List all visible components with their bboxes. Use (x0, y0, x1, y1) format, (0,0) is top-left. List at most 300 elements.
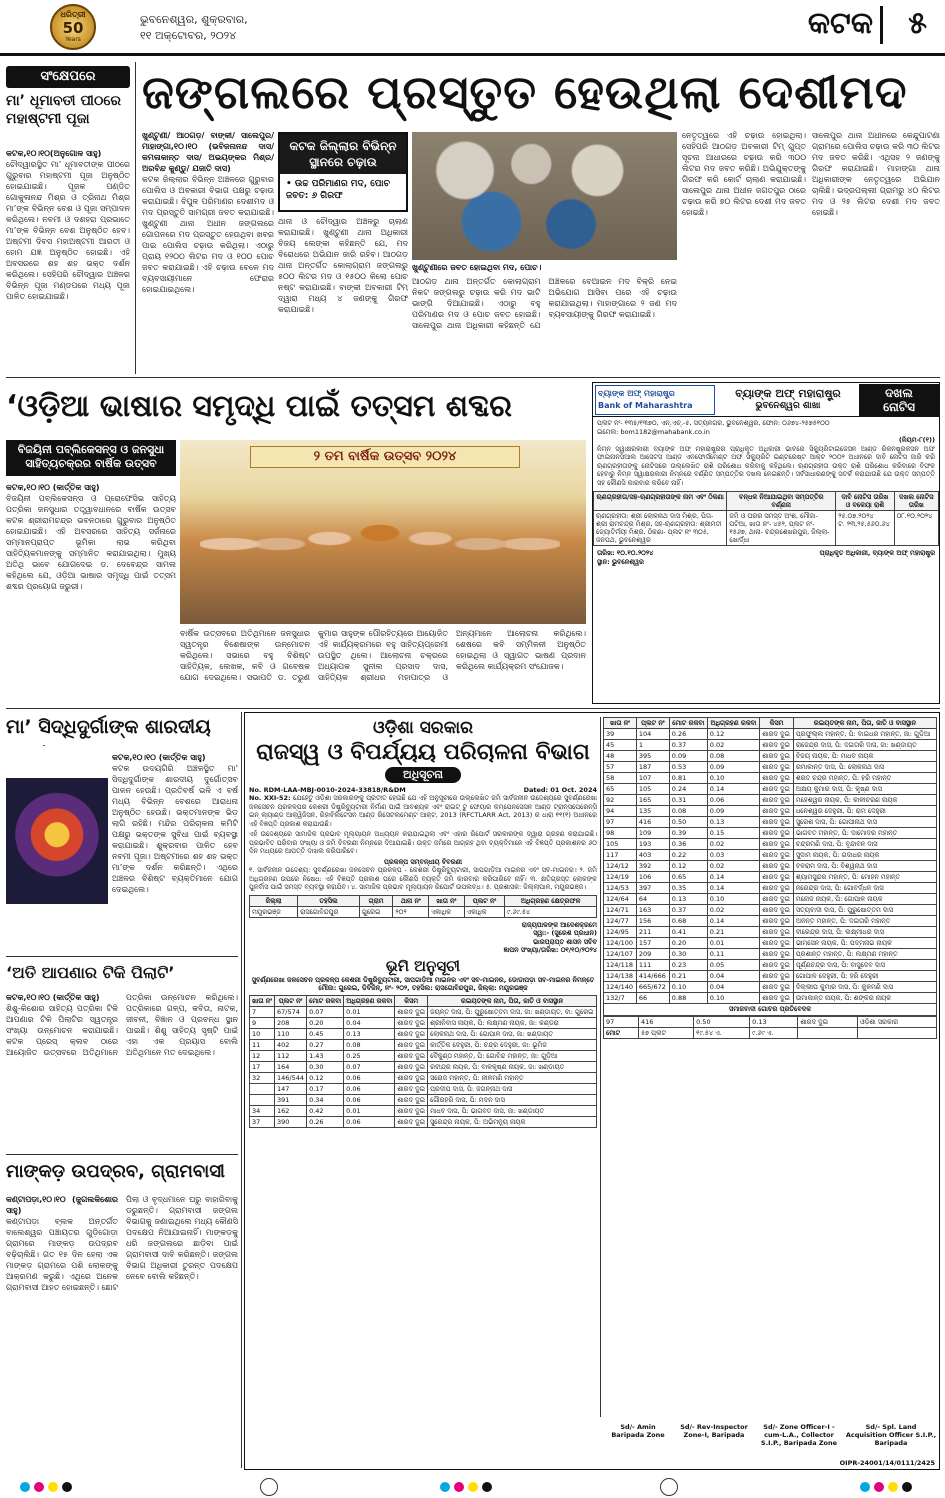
schedule-cell: 0.30 (669, 949, 707, 960)
schedule-cell: ଉମାକାନ୍ତ ନାୟକ, ପି: ଶଙ୍କର ନାୟକ (793, 993, 936, 1004)
notice-column-rule (600, 717, 601, 1417)
schedule-cell: 111 (636, 960, 669, 971)
schedule-cell: ଗୋପାଳ ଦେହୁରୀ, ପି: ହରି ଦେହୁରୀ (793, 971, 936, 982)
schedule-cell: ପ୍ରଦୀପ ଦାସ, ପି: ଜଗନ୍ନାଥ ଦାସ (428, 1083, 597, 1094)
schedule-cell: 0.14 (707, 872, 759, 883)
schedule-cell: ଶ୍ୟାମସୁନ୍ଦର ମହାନ୍ତ, ପି: ମୋହନ ମହାନ୍ତ (793, 872, 936, 883)
bank-notice-footer (593, 546, 939, 569)
mini-th: ଗ୍ରାମ (359, 895, 393, 906)
monkey-headline: ମାଙ୍କଡ଼ ଉପଦ୍ରବ, ଗ୍ରାମବାସୀ (6, 1161, 225, 1182)
schedule-cell: ମହେଶ୍ୱର ନାୟକ, ପି: କାଳୀଚରଣ ନାୟକ (793, 795, 936, 806)
bank-name (717, 387, 859, 413)
schedule-cell: 37 (250, 1116, 275, 1127)
schedule-cell: 57 (604, 762, 637, 773)
schedule-cell: ଶାରଦ ଦୁଇ (760, 751, 794, 762)
schedule-cell: 0.53 (669, 762, 707, 773)
schedule-cell: 391 (274, 1094, 306, 1105)
odia-story-headline: ‘ଓଡ଼ିଆ ଭାଷାର ସମୃଦ୍ଧି ପାଇଁ ତତ୍ସମ ଶବ୍ଦର (6, 389, 512, 424)
bank-branch: ଭୁବନେଶ୍ୱର ଶାଖା (755, 400, 821, 411)
schedule-cell: 416 (636, 817, 669, 828)
schedule-cell: 124/19 (604, 872, 637, 883)
schedule-row (604, 982, 937, 993)
notice-type (859, 384, 939, 416)
signature-amin: Sd/- Amin Baripada Zone (611, 1423, 665, 1439)
liquor-seizure-photo (412, 132, 677, 260)
gov-notice-left (249, 717, 597, 1467)
schedule-cell: ଶାରଦ ଦୁଇ (760, 817, 794, 828)
schedule-cell: ଚନ୍ଦ୍ରମଣି ଦାସ, ପି: ବୃନ୍ଦାବନ ଦାସ (793, 839, 936, 850)
bank-notice-table (593, 491, 939, 546)
schedule-cell: 0.02 (707, 839, 759, 850)
sched-th: ମୋଟ ରକବା (669, 718, 707, 729)
schedule-cell: 110 (274, 1028, 306, 1039)
durga-text-wrap (112, 752, 238, 895)
schedule-cell: 58 (604, 773, 637, 784)
schedule-cell: 124/107 (604, 949, 637, 960)
common-td: ଶାରଦ ଦୁଇ (798, 1016, 858, 1027)
schedule-cell: ଲୋକନାଥ ଦାସ, ପି: ଗୋପାଳ ଦାସ, ଜା: ଖଣ୍ଡାୟତ (428, 1028, 597, 1039)
schedule-cell: 124/100 (604, 938, 637, 949)
schedule-cell: 0.27 (307, 1039, 344, 1050)
schedule-cell: 0.39 (669, 828, 707, 839)
schedule-cell: 94 (604, 806, 637, 817)
schedule-cell: ଶାରଦ ଦୁଇ (395, 1083, 428, 1094)
schedule-cell: 0.24 (669, 784, 707, 795)
schedule-cell: ଶାରଦ ଦୁଇ (760, 872, 794, 883)
schedule-cell: 0.06 (344, 1094, 395, 1105)
tiki-headline: ‘ଅତି ଆପଣାର ଟିକି ପିଲାଟି’ (6, 963, 175, 982)
schedule-cell: ଶାରଦ ଦୁଇ (760, 894, 794, 905)
section-rule (6, 377, 940, 378)
brief-tag: ସଂକ୍ଷେପରେ (6, 66, 130, 88)
schedule-cell: 124/77 (604, 916, 637, 927)
schedule-row (604, 850, 937, 861)
schedule-cell: ପ୍ରଫୁଲ୍ଲ ମହାନ୍ତ, ପି: ବାଇଧର ମହାନ୍ତ, ଜା: ଗୁଡ଼ିଆ (793, 729, 936, 740)
schedule-cell: 45 (604, 740, 637, 751)
schedule-cell: 0.04 (707, 971, 759, 982)
schedule-cell: ଭୀମସେନ ନାୟକ, ପି: ପଦ୍ମନାଭ ନାୟକ (793, 938, 936, 949)
common-land-row (604, 1016, 937, 1027)
schedule-cell: ଧନେଶ୍ୱର ଦେହୁରୀ, ପି: ରାମ ଦେହୁରୀ (793, 806, 936, 817)
schedule-header-right (604, 718, 937, 729)
schedule-row (250, 1050, 597, 1061)
bank-address: ପ୍ଲଟ ନଂ- ୧୩୫/୧୩୭୦, ଏନ୍.ଏଚ୍.-୫, ସତ୍ୟନଗର, ଭୁବନେଶ୍ୱର, ଫୋନ: ୦୬୭୪-୨୫୭୫୧୦୦ (597, 419, 830, 427)
schedule-cell: 0.21 (669, 971, 707, 982)
schedule-cell: 163 (636, 905, 669, 916)
bank-notice-body: ନିମ୍ନ ସ୍ୱାକ୍ଷରକାରୀ ବ୍ୟାଙ୍କ ଅଫ୍ ମହାରାଷ୍ଟ୍ରର ପ୍ରାଧିକୃତ ଅଧିକାରୀ ଭାବରେ ସିକ୍ୟୁରିଟାଇଜେସନ ଆଣ୍ଡ ରିକନଷ୍ଟ୍ରକସନ ଅଫ ଫାଇନାନସିଆଲ ଆସେଟସ ଆଣ୍ଡ ଏନଫୋର୍ସମେଣ୍ଟ ଅଫ ସିକ୍ୟୁରିଟି ଇଣ୍ଟରେଷ୍ଟ ଆକ୍ଟ ୨୦୦୨ ଅଧୀନରେ ଦାବି ନୋଟିସ ଜାରି କରି ଋଣଗ୍ରହୀତାଙ୍କୁ ନୋଟିସରେ ଉଲ୍ଲେଖିତ ରାଶି ପରିଶୋଧ କରିବାକୁ କହିଥିଲେ। ଋଣଗ୍ରହୀତା ଉକ୍ତ ରାଶି ପରିଶୋଧ କରିବାରେ ବିଫଳ ହେବାରୁ ନିମ୍ନ ସ୍ୱାକ୍ଷରକାରୀ ନିମ୍ନରେ ବର୍ଣ୍ଣିତ ସମ୍ପତ୍ତିର ଦଖଲ ନେଇଛନ୍ତି। ସର୍ବସାଧାରଣଙ୍କୁ ସତର୍କ କରାଯାଉଛି ଯେ ଉକ୍ତ ସମ୍ପତ୍ତି ସହ କୌଣସି କାରବାର କରିବେ ନାହିଁ। (597, 444, 935, 487)
schedule-cell: 0.13 (669, 894, 707, 905)
bank-logo (595, 385, 715, 415)
schedule-row (604, 839, 937, 850)
schedule-row (604, 773, 937, 784)
bank-td-demand (836, 511, 894, 546)
schedule-row (604, 806, 937, 817)
schedule-cell: 17 (250, 1061, 275, 1072)
schedule-cell: 390 (274, 1116, 306, 1127)
gov-name: ଓଡ଼ିଶା ସରକାର (372, 718, 474, 738)
schedule-cell: 0.31 (669, 795, 707, 806)
total-row (604, 1027, 937, 1038)
bank-place-date (597, 549, 653, 566)
schedule-cell: 0.08 (669, 806, 707, 817)
bank-th-possession: ଦଖଲ ନୋଟିସ ତାରିଖ (894, 492, 938, 511)
schedule-cell: 105 (636, 784, 669, 795)
schedule-cell: 124/71 (604, 905, 637, 916)
schedule-cell: 0.06 (344, 1072, 395, 1083)
schedule-cell: 0.09 (669, 751, 707, 762)
lead-text-1: କଟକ ଜିଲ୍ଲାର ବିଭିନ୍ନ ଅଞ୍ଚଳରେ ଗୁରୁବାର ପୋଲିସ ଓ ଅବକାରୀ ବିଭାଗ ପକ୍ଷରୁ ଚଢ଼ାଉ କରାଯାଇଛି। ବିପୁଳ ପରିମାଣର ଦେଶୀମଦ ଓ ମଦ ପ୍ରସ୍ତୁତି ସାମଗ୍ରୀ ଜବତ କରାଯାଇଛି। ଖୁଣ୍ଟୁଣୀ ଥାନା ଅଧୀନ ଜଙ୍ଗଲରେ ଗୋପନରେ ମଦ ପ୍ରସ୍ତୁତ ହେଉଥିବା ଖବର ପାଇ ପୋଲିସ ଚଢ଼ାଉ କରିଥିଲା। ଏଠାରୁ ପ୍ରାୟ ୧୨୦୦ ଲିଟର ମଦ ଓ ୧୦୦ ପୋଚ ଜବତ କରାଯାଇଛି। ଏହି ଚଢ଼ାଉ ବେଳେ ମଦ ବ୍ୟବସାୟୀମାନେ ଫେରାର ହୋଇଯାଇଥିଲେ। (142, 175, 274, 294)
schedule-cell: 0.68 (669, 916, 707, 927)
schedule-cell: ରମାକାନ୍ତ ଦାସ, ପି: ଲୋକନାଥ ଦାସ (793, 762, 936, 773)
dateline-date: ୧୧ ଅକ୍ଟୋବର, ୨୦୨୪ (140, 29, 237, 42)
schedule-table-right (603, 717, 937, 1004)
total-area: ୧୯.୫୪ ଏ. (694, 1027, 750, 1038)
durga-dateline: କଟକ,୧୦।୧୦ (କାର୍ତ୍ତିକ ସାହୁ) (112, 753, 206, 762)
schedule-cell: 0.88 (669, 993, 707, 1004)
schedule-cell: 112 (274, 1050, 306, 1061)
bank-td-property: ଜମି ଓ ଘରର ସମସ୍ତ ଅଂଶ, ମୌଜା- ପଟିଆ, ଖାତା ନଂ- ୪୫୨, ପ୍ଲଟ ନଂ- ୧୫୬୭, ଥାନା- ଚନ୍ଦ୍ରଶେଖରପୁର, ଜିଲ୍ଲା- ଖୋର୍ଦ୍ଧା (727, 511, 836, 546)
schedule-cell: 0.45 (307, 1028, 344, 1039)
brief-text: ଚୌଦ୍ୱାରସ୍ଥିତ ମା’ ଧୂମାବତୀଙ୍କ ପୀଠରେ ଗୁରୁବାର ମହାଷ୍ଟମୀ ପୂଜା ଅନୁଷ୍ଠିତ ହୋଇଯାଇଛି। ପୂଜକ ପଣ୍ଡିତ ଗୋକୁଳାନନ୍ଦ ମିଶ୍ର ଓ ତ୍ରିନାଥ ମିଶ୍ର ମା’ଙ୍କ ବିଭିନ୍ନ ବେଶ ଓ ପୂଜା ସମ୍ପାଦନ କରିଥିଲେ। ନବମୀ ଓ ଦଶହରା ପ୍ରଭାତେ ମା’ଙ୍କ ବିଭିନ୍ନ ବେଶ ଅନୁଷ୍ଠିତ ହେବ। ଅଷ୍ଟମୀ ଦିବସ ମହାଅଷ୍ଟମୀ ଆରତୀ ଓ ହୋମ ଯଜ୍ଞ ଅନୁଷ୍ଠିତ ହୋଇଛି। ଏହି ଅବସରରେ ଶହ ଶହ ଭକ୍ତ ଦର୍ଶନ କରିଥିଲେ। ସେହିପରି ଚୌଦ୍ୱାର ଅଞ୍ଚଳର ବିଭିନ୍ନ ପୂଜା ମଣ୍ଡପରେ ମଧ୍ୟ ପୂଜା ପାଳିତ ହୋଇଯାଇଛି। (6, 160, 130, 301)
schedule-cell: 0.12 (669, 861, 707, 872)
schedule-cell: 193 (636, 839, 669, 850)
common-td: 0.13 (750, 1016, 798, 1027)
schedule-cell: 92 (604, 795, 637, 806)
mini-th: ଜିଲ୍ଲା (250, 895, 298, 906)
gov-notification-label: ଅଧିସୂଚନା (385, 767, 461, 783)
schedule-cell: 0.10 (707, 993, 759, 1004)
schedule-cell: ଶରତ ଚନ୍ଦ୍ର ମହାନ୍ତ, ପି: ହରି ମହାନ୍ତ (793, 773, 936, 784)
mini-th: ତହସିଲ (298, 895, 360, 906)
schedule-row (604, 795, 937, 806)
schedule-cell: 0.22 (669, 850, 707, 861)
odia-story-left (6, 482, 176, 704)
common-td: 0.50 (694, 1016, 750, 1027)
schedule-row (250, 1006, 597, 1017)
durga-headline: ମା’ ସିଦ୍ଧିଦୁର୍ଗାଙ୍କ ଶାରଦୀୟ (6, 716, 211, 738)
schedule-cell: 0.25 (344, 1050, 395, 1061)
mini-td: ୨୦୨ (393, 906, 429, 917)
schedule-row (604, 949, 937, 960)
schedule-cell: ଶାରଦ ଦୁଇ (760, 861, 794, 872)
schedule-cell: 0.42 (307, 1105, 344, 1116)
schedule-cell: 0.02 (707, 740, 759, 751)
schedule-cell: 7 (250, 1006, 275, 1017)
schedule-row (604, 729, 937, 740)
schedule-cell: 39 (604, 729, 637, 740)
schedule-cell: ପ୍ରଶାନ୍ତ ମହାନ୍ତ, ପି: ଲକ୍ଷ୍ମଣ ମହାନ୍ତ (793, 949, 936, 960)
schedule-cell: 209 (636, 949, 669, 960)
schedule-cell: ଶାରଦ ଦୁଇ (760, 905, 794, 916)
schedule-cell: 0.37 (669, 905, 707, 916)
schedule-cell: 187 (636, 762, 669, 773)
schedule-cell: ଗୌରହରି ଦାସ, ପି: ମଦନ ଦାସ (428, 1094, 597, 1105)
schedule-row (604, 927, 937, 938)
schedule-row (604, 740, 937, 751)
schedule-row (604, 828, 937, 839)
section-name: କଟକ (807, 6, 873, 41)
schedule-cell: 0.65 (669, 872, 707, 883)
section-divider (880, 6, 883, 44)
event-stage-photo (180, 440, 586, 624)
bank-notice-header (593, 383, 939, 417)
bank-possession-notice (592, 382, 940, 704)
lead-col-3: ଆଠଗଡ଼ ଥାନା ଅନ୍ତର୍ଗତ କୋଲାଗ୍ରାମ ନିକଟ ଜଙ୍ଗଲରୁ ଚଢ଼ାଉ କରି ମଦ ଭାଟି ଭାଙ୍ଗି ଦିଆଯାଇଛି। ଏଠାରୁ ବହୁ ପରିମାଣର ମଦ ଓ ପୋଚ ଜବତ ହୋଇଛି। ସାଲେପୁର ଥାନା ଅଧିକାରୀ କହିଛନ୍ତି ଯେ ଅଞ୍ଚଳରେ ବେଆଇନ ମଦ ବିକ୍ରି ନେଇ ଅଭିଯୋଗ ଆସିବା ପରେ ଏହି ଚଢ଼ାଉ କରାଯାଇଥିଲା। ମାହାଙ୍ଗାରେ ୨ ଜଣ ମଦ ବ୍ୟବସାୟୀଙ୍କୁ ଗିରଫ କରାଯାଇଛି। (412, 277, 677, 330)
schedule-cell: 0.50 (669, 817, 707, 828)
schedule-cell: 48 (604, 751, 637, 762)
schedule-cell: 0.35 (669, 883, 707, 894)
schedule-cell: 124/53 (604, 883, 637, 894)
masthead (0, 0, 945, 56)
schedule-cell: 1 (636, 740, 669, 751)
schedule-row (604, 960, 937, 971)
schedule-cell: 10 (250, 1028, 275, 1039)
schedule-cell: 0.41 (669, 927, 707, 938)
schedule-cell: 0.21 (707, 927, 759, 938)
schedule-cell: 0.05 (707, 960, 759, 971)
schedule-row (604, 894, 937, 905)
schedule-cell: ଶାରଦ ଦୁଇ (760, 949, 794, 960)
schedule-row (604, 971, 937, 982)
registration-target (660, 1478, 678, 1496)
schedule-cell: ସୁରେଶ ଦାସ, ପି: ଗୋପୀନାଥ ଦାସ (793, 817, 936, 828)
schedule-cell: 156 (636, 916, 669, 927)
schedule-cell: 109 (636, 828, 669, 839)
tiki-text: ଶିଶୁ-କିଶୋର ସାହିତ୍ୟ ପତ୍ରିକା ଟିକି ଆପଣାର ଟିକି ପିଲାଟିର ସ୍ୱତନ୍ତ୍ର ସଂଖ୍ୟା ଉନ୍ମୋଚନ କରାଯାଇଛି। କଟକ ପ୍ରେସ୍ କ୍ଲବ ଠାରେ ଆୟୋଜିତ ଉତ୍ସବରେ ଅତିଥିମାନେ ପତ୍ରିକା ଉନ୍ମୋଚନ କରିଥିଲେ। ପତ୍ରିକାରେ ଗଳ୍ପ, କବିତା, ନାଟକ, ଜୀବନୀ, ବିଜ୍ଞାନ ଓ ପ୍ରବନ୍ଧ ସ୍ଥାନ ପାଇଛି। ଶିଶୁ ସାହିତ୍ୟ ସୃଷ୍ଟି ପାଇଁ ଏହା ଏକ ପ୍ରୟାସ ବୋଲି ଅତିଥିମାନେ ମତ ଦେଇଥିଲେ। (6, 993, 238, 1057)
schedule-cell: ଶାରଦ ଦୁଇ (760, 795, 794, 806)
schedule-cell: 124/95 (604, 927, 637, 938)
schedule-row (250, 1061, 597, 1072)
schedule-cell: 124/64 (604, 894, 637, 905)
schedule-cell: 208 (274, 1017, 306, 1028)
schedule-cell: 65 (604, 784, 637, 795)
schedule-cell: ଶାରଦ ଦୁଇ (760, 916, 794, 927)
schedule-row (250, 1028, 597, 1039)
schedule-cell: କାର୍ତ୍ତିକ ଦେହୁରୀ, ପି: ଚନ୍ଦ୍ର ଦେହୁରୀ, ଜା: ଭୂମିଜ (428, 1039, 597, 1050)
cyan-mark (860, 1482, 870, 1492)
schedule-cell: 0.10 (707, 773, 759, 784)
logo-number: 50 (62, 19, 84, 37)
gov-department: ରାଜସ୍ୱ ଓ ବିପର୍ଯ୍ୟୟ ପରିଚାଳନା ବିଭାଗ (256, 740, 590, 765)
schedule-body-left (250, 1006, 597, 1127)
brief-body (6, 148, 130, 370)
schedule-cell: 0.30 (307, 1061, 344, 1072)
sched-th: ଅଧିଗ୍ରହଣ ରକବା (707, 718, 759, 729)
cyan-mark (20, 1482, 30, 1492)
schedule-cell: 0.08 (707, 751, 759, 762)
schedule-cell: 0.04 (344, 1017, 395, 1028)
schedule-cell: ଶାରଦ ଦୁଇ (395, 1006, 428, 1017)
schedule-cell: 0.81 (669, 773, 707, 784)
schedule-cell: 32 (250, 1072, 275, 1083)
gov-schedule-sub: ସୁବର୍ଣ୍ଣରେଖା ଜଳସେଚନ ପ୍ରକଳ୍ପ କେଶରୀ ଡିଷ୍ଟ୍ରିବ୍ୟୁଟାରୀ, ସାପଗାଡ଼ିଆ ମାଇନର ଏବଂ ସବ-ମାଇନର, ଡୋଡାପଡ଼ା ସବ-ମାଇନର ନିମନ୍ତେ (251, 975, 595, 984)
schedule-cell: ସୁରେନ୍ଦ୍ର ନାୟକ, ପି: ଅଭିମନ୍ୟୁ ନାୟକ (428, 1116, 597, 1127)
schedule-cell: ଶ୍ରୀନିବାସ ନାୟକ, ପି: ଲକ୍ଷ୍ମଣ ନାୟକ, ଜା: କଣ୍ଡରା (428, 1017, 597, 1028)
schedule-cell: ବୈକୁଣ୍ଠ ମହାନ୍ତ, ପି: ଗୋବିନ୍ଦ ମହାନ୍ତ, ଜା: ଗୁଡ଼ିଆ (428, 1050, 597, 1061)
sched-th: ମୋଟ ରକବା (307, 995, 344, 1006)
common-land-table (603, 1016, 937, 1039)
schedule-cell: ଶାରଦ ଦୁଇ (760, 839, 794, 850)
bank-signatory: ପ୍ରାଧିକୃତ ଅଧିକାରୀ, ବ୍ୟାଙ୍କ ଅଫ୍ ମହାରାଷ୍ଟ୍ର (819, 549, 935, 557)
magenta-mark (34, 1482, 44, 1492)
common-td: ଓଡ଼ିଶା ସରକାର (858, 1016, 937, 1027)
gov-body-2: ଏହି ଉଦ୍ଦେଶ୍ୟରେ ସାମାଜିକ ପ୍ରଭାବ ମୂଲ୍ୟାୟନ ଅଧ୍ୟୟନ କରାଯାଇଥିଲା ଏବଂ ଏହାର ରିପୋର୍ଟ ସରକାରଙ୍କ ଦ୍ୱାରା ଗ୍ରହଣ କରାଯାଇଛି। ପ୍ରଭାବିତ ପରିବାର ସଂଖ୍ୟା ଓ ଜମି ବିବରଣୀ ନିମ୍ନରେ ଦିଆଯାଇଛି। ଉକ୍ତ ଜମିରେ ଆଗ୍ରହ ଥିବା ବ୍ୟକ୍ତିମାନେ ଏହି ବିଜ୍ଞପ୍ତି ପ୍ରକାଶନର ୬୦ ଦିନ ମଧ୍ୟରେ ଆପତ୍ତି ଦାଖଲ କରିପାରିବେ। (249, 830, 597, 856)
schedule-cell: 0.01 (344, 1006, 395, 1017)
sched-th: କିସମ (760, 718, 794, 729)
schedule-cell: 64 (636, 894, 669, 905)
schedule-row (250, 1083, 597, 1094)
signature-land-officer: Sd/- Spl. Land Acquisition Officer S.I.P., Baripada (845, 1423, 937, 1447)
schedule-cell: 165 (636, 795, 669, 806)
schedule-cell: 0.14 (707, 784, 759, 795)
schedule-cell: ଶାରଦ ଦୁଇ (395, 1017, 428, 1028)
sched-th: ପ୍ଲଟ ନଂ (274, 995, 306, 1006)
schedule-row (604, 762, 937, 773)
schedule-cell: 395 (636, 751, 669, 762)
schedule-cell: 157 (636, 938, 669, 949)
schedule-cell: ଶାରଦ ଦୁଇ (395, 1039, 428, 1050)
schedule-cell: 397 (636, 883, 669, 894)
schedule-cell: 0.20 (307, 1017, 344, 1028)
magenta-mark (874, 1482, 884, 1492)
bank-demand-date: ୨୫.୦୭.୨୦୨୪ (838, 512, 874, 520)
gov-mini-table (249, 895, 597, 918)
schedule-cell: ଜୟନ୍ତ ଦାସ, ପି: ପୁରୁଷୋତ୍ତମ ଦାସ, ଜା: ଖଣ୍ଡାୟତ, ବା: ଗୁରେଇ (428, 1006, 597, 1017)
bank-table-header (594, 492, 939, 511)
schedule-cell: 0.04 (707, 982, 759, 993)
schedule-cell: ଶାରଦ ଦୁଇ (760, 740, 794, 751)
schedule-cell: 392 (636, 861, 669, 872)
schedule-cell: ନରେନ୍ଦ୍ର ଦାସ, ପି: ଗୋବର୍ଦ୍ଧନ ଦାସ (793, 883, 936, 894)
section-rule (6, 956, 238, 957)
schedule-row (604, 872, 937, 883)
bank-logo-odia: ବ୍ୟାଙ୍କ ଅଫ୍ ମହାରାଷ୍ଟ୍ର (598, 388, 675, 398)
schedule-cell: 0.13 (344, 1028, 395, 1039)
bank-email: ଇମେଲ: bom1182@mahabank.co.in (597, 427, 710, 436)
common-land-title: ସମାଜବାଦୀ ଗୋଚର ପ୍ରତିବେଦକ (603, 1004, 937, 1016)
odia-side-head: ବିଜୟିନୀ ପବ୍ଲିକେସନ୍ସ ଓ ଜନସୁଧା ସାହିତ୍ୟଚକ୍ରର ବାର୍ଷିକ ଉତ୍ସବ (6, 440, 176, 476)
schedule-cell: 117 (604, 850, 637, 861)
schedule-row (250, 1105, 597, 1116)
tiki-story (6, 992, 238, 1150)
mini-th: ଅଧିଗ୍ରହଣ କ୍ଷେତ୍ରଫଳ (505, 895, 597, 906)
acquired-area: ୯.୬୯ ଏ. (750, 1027, 798, 1038)
bank-rule-ref: (ନିୟମ-୮(୧)) (898, 436, 935, 444)
notice-type-2: ନୋଟିସ (883, 399, 915, 414)
schedule-cell: 98 (604, 828, 637, 839)
schedule-cell: 0.02 (707, 905, 759, 916)
schedule-cell: 0.07 (307, 1006, 344, 1017)
schedule-cell: 0.11 (707, 949, 759, 960)
schedule-cell: ଶାରଦ ଦୁଇ (760, 960, 794, 971)
schedule-cell: 0.07 (344, 1061, 395, 1072)
schedule-cell: ଶାରଦ ଦୁଇ (395, 1072, 428, 1083)
schedule-cell: 403 (636, 850, 669, 861)
bank-td-borrower: ଋଣଗ୍ରହୀତା: ଶ୍ରୀ ଲୋକନାଥ ଦାସ ମିଶ୍ର, ପିତା- ଶ୍ରୀ ରାମଚନ୍ଦ୍ର ମିଶ୍ର, ସହ-ଋଣଗ୍ରହୀତା: ଶ୍ରୀମତୀ ଜ୍ୟୋତିର୍ମୟୀ ମିଶ୍ର, ଠିକଣା- ପ୍ଲଟ ନଂ ୩୦୫, ଜନପଥ, ଭୁବନେଶ୍ୱର (594, 511, 727, 546)
schedule-cell: 0.14 (707, 916, 759, 927)
lead-inset (278, 132, 408, 212)
gov-body-1: ଯେହେତୁ ଓଡ଼ିଶା ସରକାରଙ୍କୁ ପ୍ରତୀତ ହେଉଛି ଯେ ଏହି ଅନୁସୂଚୀରେ ଉଲ୍ଲେଖିତ ଜମି ସାର୍ବଜନୀନ ଉଦ୍ଦେଶ୍ୟରେ ସୁବର୍ଣ୍ଣରେଖା ଜଳସେଚନ ପ୍ରକଳ୍ପର କେଶରୀ ଡିଷ୍ଟ୍ରିବ୍ୟୁଟାରୀ ନିର୍ମାଣ ପାଇଁ ଆବଶ୍ୟକ ଏବଂ ରାଇଟ୍ ଟୁ ଫେୟାର କମ୍ପେନସେସନ ଆଣ୍ଡ ଟ୍ରାନ୍ସପେରେନ୍ସି ଇନ୍ ଲ୍ୟାଣ୍ଡ ଆକ୍ୱିଜିସନ, ରିହାବିଲିଟେସନ ଆଣ୍ଡ ରିସେଟଲମେଣ୍ଟ ଆକ୍ଟ, 2013 (RFCTLARR Act, 2013) ର ଧାରା ୧୧(୧) ଅଧୀନରେ ଏହି ବିଜ୍ଞପ୍ତି ପ୍ରକାଶ କରାଯାଉଛି। (249, 794, 597, 828)
black-mark (482, 1482, 492, 1492)
schedule-cell: 0.20 (669, 938, 707, 949)
schedule-cell: 414/666 (636, 971, 669, 982)
durga-text: କଟକ ଉଦୟଗିରି ଅଞ୍ଚଳସ୍ଥିତ ମା’ ସିଦ୍ଧିଦୁର୍ଗାଙ୍କ ଶାରଦୀୟ ଦୁର୍ଗୋତ୍ସବ ପାଳନ ହେଉଛି। ପ୍ରତିବର୍ଷ ଭଳି ଏ ବର୍ଷ ମଧ୍ୟ ବିଭିନ୍ନ ବେଶରେ ଆରାଧନା ଅନୁଷ୍ଠିତ ହେଉଛି। ଭକ୍ତମାନଙ୍କ ଭିଡ଼ ଲାଗି ରହିଛି। ମନ୍ଦିର ପରିଚାଳନା କମିଟି ପକ୍ଷରୁ ଭକ୍ତଙ୍କ ସୁବିଧା ପାଇଁ ବ୍ୟବସ୍ଥା କରାଯାଇଛି। ଶୁକ୍ରବାର ପାଳିତ ହେବ ନବମୀ ପୂଜା। ଅଷ୍ଟମୀରେ ଶହ ଶହ ଭକ୍ତ ମା’ଙ୍କ ଦର୍ଶନ କରିଛନ୍ତି। ଏଥିରେ ଅଞ୍ଚଳର ବିଶିଷ୍ଟ ବ୍ୟକ୍ତିମାନେ ଯୋଗ ଦେଇଥିଲେ। (112, 764, 238, 894)
bank-date: ତାରିଖ: ୧୦.୧୦.୨୦୨୪ (597, 549, 654, 557)
tiki-dateline: କଟକ,୧୦।୧୦ (କାର୍ତ୍ତିକ ସାହୁ) (6, 993, 100, 1002)
mini-th: ପ୍ଲଟ ନଂ (464, 895, 505, 906)
bank-address-block (593, 417, 939, 489)
schedule-cell: 11 (250, 1039, 275, 1050)
mini-td: ରାସଗୋବିନ୍ଦପୁର (298, 906, 360, 917)
gov-ref-line (249, 786, 597, 795)
schedule-body-right (604, 729, 937, 1004)
column-rule (135, 62, 136, 374)
schedule-cell: ଶାରଦ ଦୁଇ (760, 762, 794, 773)
schedule-cell: 124/140 (604, 982, 637, 993)
gov-notice-right (603, 717, 937, 1417)
lead-col-1 (142, 130, 274, 374)
lead-photo-caption: ଖୁଣ୍ଟୁଣୀରେ ଜବତ ହୋଇଥିବା ମଦ, ପୋଚ। (412, 263, 542, 272)
masthead-dateline (140, 12, 248, 44)
yellow-mark (888, 1482, 898, 1492)
schedule-cell: 0.14 (707, 883, 759, 894)
section-rule (6, 1154, 238, 1155)
section-rule (6, 708, 940, 709)
gov-secretary: ସ୍ୱା:- (ସୁରେଶ ପ୍ରଧାନ) (533, 929, 597, 938)
schedule-cell: ଶାରଦ ଦୁଇ (760, 806, 794, 817)
sched-th: ଖାତା ନଂ (250, 995, 275, 1006)
schedule-cell: ସରୋଜ ମହାନ୍ତ, ପି: ନୀଳମଣି ମହାନ୍ତ (428, 1072, 597, 1083)
gov-ref-date: Dated: 01 Oct. 2024 (523, 785, 597, 794)
schedule-cell: 0.23 (669, 960, 707, 971)
schedule-cell: 211 (636, 927, 669, 938)
schedule-cell: 124/118 (604, 960, 637, 971)
gov-summary-title: ପ୍ରକଳ୍ପ ସମ୍ବନ୍ଧୀୟ ବିବରଣୀ (384, 857, 462, 866)
schedule-cell: ଶାରଦ ଦୁଇ (760, 850, 794, 861)
schedule-cell: 0.06 (707, 795, 759, 806)
schedule-cell: ଶାରଦ ଦୁଇ (760, 993, 794, 1004)
schedule-cell: ମନୋଜ ନାୟକ, ପି: ଗୋପାଳ ନାୟକ (793, 894, 936, 905)
schedule-cell: 9 (250, 1017, 275, 1028)
schedule-cell: 105 (604, 839, 637, 850)
schedule-cell: 0.03 (707, 850, 759, 861)
schedule-cell: ଶାରଦ ଦୁଇ (760, 971, 794, 982)
schedule-cell: 34 (250, 1105, 275, 1116)
bank-table-row (594, 511, 939, 546)
schedule-cell: ଶାରଦ ଦୁଇ (760, 828, 794, 839)
total-empty (798, 1027, 858, 1038)
schedule-cell: 402 (274, 1039, 306, 1050)
schedule-row (604, 905, 937, 916)
inset-heading: କଟକ ଜିଲ୍ଲାର ବିଭିନ୍ନ ସ୍ଥାନରେ ଚଢ଼ାଉ (280, 134, 406, 174)
schedule-cell: 67/574 (274, 1006, 306, 1017)
black-mark (902, 1482, 912, 1492)
logo-sub: Years (65, 36, 81, 43)
schedule-cell: 0.26 (307, 1116, 344, 1127)
schedule-cell: ଶାରଦ ଦୁଇ (760, 784, 794, 795)
gov-order-block (249, 921, 597, 955)
mini-td: ଗୁରେଇ (359, 906, 393, 917)
schedule-row (604, 916, 937, 927)
schedule-cell: 162 (274, 1105, 306, 1116)
schedule-cell: 132/7 (604, 993, 637, 1004)
schedule-cell: 0.37 (669, 740, 707, 751)
schedule-cell: 0.02 (707, 861, 759, 872)
schedule-cell: ଶାରଦ ଦୁଇ (760, 773, 794, 784)
schedule-cell: ମାଧବ ଦାସ, ପି: ଭାଗବତ ଦାସ, ଜା: ଖଣ୍ଡାୟତ (428, 1105, 597, 1116)
schedule-row (250, 1017, 597, 1028)
schedule-cell: ଭାଗବତ ମହାନ୍ତ, ପି: ଦାମୋଦର ମହାନ୍ତ (793, 828, 936, 839)
